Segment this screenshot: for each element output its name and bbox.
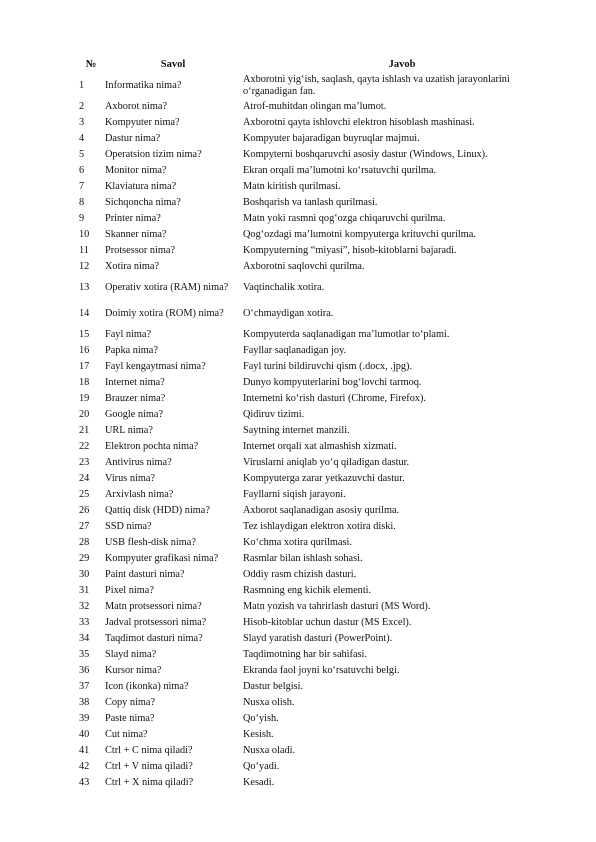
row-number: 1 [79,80,85,91]
row-question: Pixel nima? [105,585,154,596]
table-row [77,147,563,163]
row-question: Doimiy xotira (ROM) nima? [105,308,224,319]
row-question: Jadval protsessori nima? [105,617,207,628]
table-row [77,503,563,519]
row-answer: Viruslarni aniqlab yo‘q qiladigan dastur. [243,457,410,468]
row-question: Axborot nima? [105,101,168,112]
row-question: Copy nima? [105,697,156,708]
row-answer: Rasmlar bilan ishlash sohasi. [243,553,363,564]
row-question: Arxivlash nima? [105,489,174,500]
row-number: 39 [79,713,90,724]
table-row [77,519,563,535]
row-answer: Kompyuter bajaradigan buyruqlar majmui. [243,133,420,144]
row-number: 2 [79,101,85,112]
row-answer: Nusxa olish. [243,697,295,708]
row-question: Virus nima? [105,473,155,484]
row-number: 31 [79,585,90,596]
row-number: 16 [79,345,90,356]
row-question: Skanner nima? [105,229,167,240]
row-question: Kursor nima? [105,665,162,676]
row-question: Kompyuter nima? [105,117,180,128]
row-question: Dastur nima? [105,133,161,144]
row-number: 4 [79,133,85,144]
table-row [77,551,563,567]
table-row [77,99,563,115]
row-question: Internet nima? [105,377,165,388]
row-number: 21 [79,425,90,436]
table-row [77,711,563,727]
row-number: 42 [79,761,90,772]
row-question: Elektron pochta nima? [105,441,199,452]
row-number: 3 [79,117,85,128]
row-number: 8 [79,197,85,208]
table-row [77,727,563,743]
row-question: Icon (ikonka) nima? [105,681,189,692]
row-answer: Qidiruv tizimi. [243,409,305,420]
row-answer: Axborotni saqlovchi qurilma. [243,261,365,272]
row-answer: Taqdimotning har bir sahifasi. [243,649,367,660]
row-number: 20 [79,409,90,420]
qa-table [77,55,563,791]
row-number: 29 [79,553,90,564]
row-question: SSD nima? [105,521,152,532]
row-number: 5 [79,149,85,160]
table-row [77,759,563,775]
row-answer: Fayllarni siqish jarayoni. [243,489,346,500]
row-number: 32 [79,601,90,612]
row-number: 11 [79,245,89,256]
row-question: Matn protsessori nima? [105,601,202,612]
row-question: Kompyuter grafikasi nima? [105,553,219,564]
row-question: Klaviatura nima? [105,181,177,192]
row-answer: Saytning internet manzili. [243,425,350,436]
header-number: № [85,58,97,70]
row-answer: Kompyterni boshqaruvchi asosiy dastur (Windows, Linux). [243,149,488,160]
table-row [77,663,563,679]
table-row [77,407,563,423]
row-question: Protsessor nima? [105,245,176,256]
row-answer: Qo‘yadi. [243,761,280,772]
header-answer: Javob [388,58,416,70]
row-answer: Rasmning eng kichik elementi. [243,585,372,596]
row-question: Monitor nima? [105,165,167,176]
row-question: Fayl kengaytmasi nima? [105,361,206,372]
table-row [77,487,563,503]
row-question: Xotira nima? [105,261,160,272]
table-row [77,275,563,301]
table-row [77,535,563,551]
row-number: 30 [79,569,90,580]
row-answer: Boshqarish va tanlash qurilmasi. [243,197,378,208]
row-number: 26 [79,505,90,516]
row-number: 37 [79,681,90,692]
table-row [77,647,563,663]
header-question: Savol [160,58,186,70]
row-answer: Oddiy rasm chizish dasturi. [243,569,357,580]
row-number: 17 [79,361,90,372]
row-number: 38 [79,697,90,708]
row-question: Sichqoncha nima? [105,197,181,208]
row-answer: Qo‘yish. [243,713,279,724]
row-number: 22 [79,441,90,452]
table-body [77,73,563,791]
row-number: 36 [79,665,90,676]
table-row [77,743,563,759]
table-row [77,211,563,227]
row-question: Slayd nima? [105,649,157,660]
row-answer: Fayl turini bildiruvchi qism (.docx, .jpg). [243,361,413,372]
row-answer: Dunyo kompyuterlarini bog‘lovchi tarmoq. [243,377,422,388]
row-answer: Nusxa oladi. [243,745,296,756]
row-question: Operativ xotira (RAM) nima? [105,282,229,293]
row-number: 9 [79,213,85,224]
row-number: 33 [79,617,90,628]
row-question: Printer nima? [105,213,161,224]
row-number: 40 [79,729,90,740]
row-number: 7 [79,181,85,192]
row-question: Qattiq disk (HDD) nima? [105,505,210,516]
table-row [77,615,563,631]
row-answer: Dastur belgisi. [243,681,304,692]
row-question: Paste nima? [105,713,155,724]
row-question: URL nima? [105,425,153,436]
table-row [77,163,563,179]
table-header-row [77,55,563,73]
row-number: 25 [79,489,90,500]
row-answer: Ekranda faol joyni ko‘rsatuvchi belgi. [243,665,400,676]
table-row [77,179,563,195]
row-number: 18 [79,377,90,388]
row-number: 34 [79,633,90,644]
table-row [77,423,563,439]
table-row [77,343,563,359]
table-row [77,471,563,487]
table-row [77,259,563,275]
row-question: Taqdimot dasturi nima? [105,633,203,644]
row-question: USB flesh-disk nima? [105,537,196,548]
row-answer: Kesadi. [243,777,275,788]
row-question: Antivirus nima? [105,457,172,468]
row-number: 27 [79,521,90,532]
row-question: Brauzer nima? [105,393,166,404]
row-answer: Axborot saqlanadigan asosiy qurilma. [243,505,400,516]
table-row [77,359,563,375]
row-number: 12 [79,261,90,272]
row-question: Ctrl + C nima qiladi? [105,745,193,756]
row-number: 23 [79,457,90,468]
row-answer: Kesish. [243,729,274,740]
table-row [77,695,563,711]
row-number: 43 [79,777,90,788]
row-answer: Matn yozish va tahrirlash dasturi (MS Word). [243,601,431,612]
table-row [77,583,563,599]
row-question: Fayl nima? [105,329,152,340]
row-answer: Kompyuterda saqlanadigan ma’lumotlar to‘plami. [243,329,450,340]
row-answer: Qog‘ozdagi ma’lumotni kompyuterga krituvchi qurilma. [243,229,476,240]
row-question: Papka nima? [105,345,158,356]
table-row [77,455,563,471]
table-row [77,567,563,583]
row-answer: Matn kiritish qurilmasi. [243,181,341,192]
row-answer: Tez ishlaydigan elektron xotira diski. [243,521,396,532]
row-answer: Axborotni qayta ishlovchi elektron hisoblash mashinasi. [243,117,475,128]
table-row [77,73,563,99]
row-number: 28 [79,537,90,548]
row-answer: Hisob-kitoblar uchun dastur (MS Excel). [243,617,412,628]
row-question: Cut nima? [105,729,148,740]
row-number: 35 [79,649,90,660]
table-row [77,631,563,647]
row-answer: Fayllar saqlanadigan joy. [243,345,347,356]
table-row [77,115,563,131]
row-number: 24 [79,473,90,484]
row-number: 41 [79,745,90,756]
table-row [77,227,563,243]
row-question: Ctrl + X nima qiladi? [105,777,194,788]
row-answer: Axborotni yig‘ish, saqlash, qayta ishlash va uzatish jarayonlarini o‘rganadigan fan. [243,74,510,97]
row-number: 10 [79,229,90,240]
table-row [77,775,563,791]
row-number: 15 [79,329,90,340]
table-row [77,679,563,695]
row-answer: Matn yoki rasmni qog‘ozga chiqaruvchi qurilma. [243,213,446,224]
row-question: Google nima? [105,409,164,420]
row-answer: Ko‘chma xotira qurilmasi. [243,537,352,548]
table-row [77,195,563,211]
row-answer: Kompyuterning “miyasi”, hisob-kitoblarni bajaradi. [243,245,457,256]
row-number: 13 [79,282,90,293]
row-answer: Atrof-muhitdan olingan ma’lumot. [243,101,387,112]
row-number: 19 [79,393,90,404]
row-answer: Vaqtinchalik xotira. [243,282,325,293]
table-row [77,391,563,407]
table-row [77,243,563,259]
row-question: Operatsion tizim nima? [105,149,202,160]
row-answer: Ekran orqali ma’lumotni ko‘rsatuvchi qurilma. [243,165,437,176]
table-row [77,301,563,327]
table-row [77,599,563,615]
row-number: 14 [79,308,90,319]
table-row [77,375,563,391]
row-answer: O‘chmaydigan xotira. [243,308,334,319]
row-question: Paint dasturi nima? [105,569,185,580]
row-answer: Internetni ko‘rish dasturi (Chrome, Firefox). [243,393,427,404]
row-question: Informatika nima? [105,80,182,91]
row-number: 6 [79,165,85,176]
row-answer: Kompyuterga zarar yetkazuvchi dastur. [243,473,405,484]
table-row [77,439,563,455]
table-row [77,327,563,343]
table-row [77,131,563,147]
row-question: Ctrl + V nima qiladi? [105,761,193,772]
row-answer: Slayd yaratish dasturi (PowerPoint). [243,633,393,644]
row-answer: Internet orqali xat almashish xizmati. [243,441,397,452]
